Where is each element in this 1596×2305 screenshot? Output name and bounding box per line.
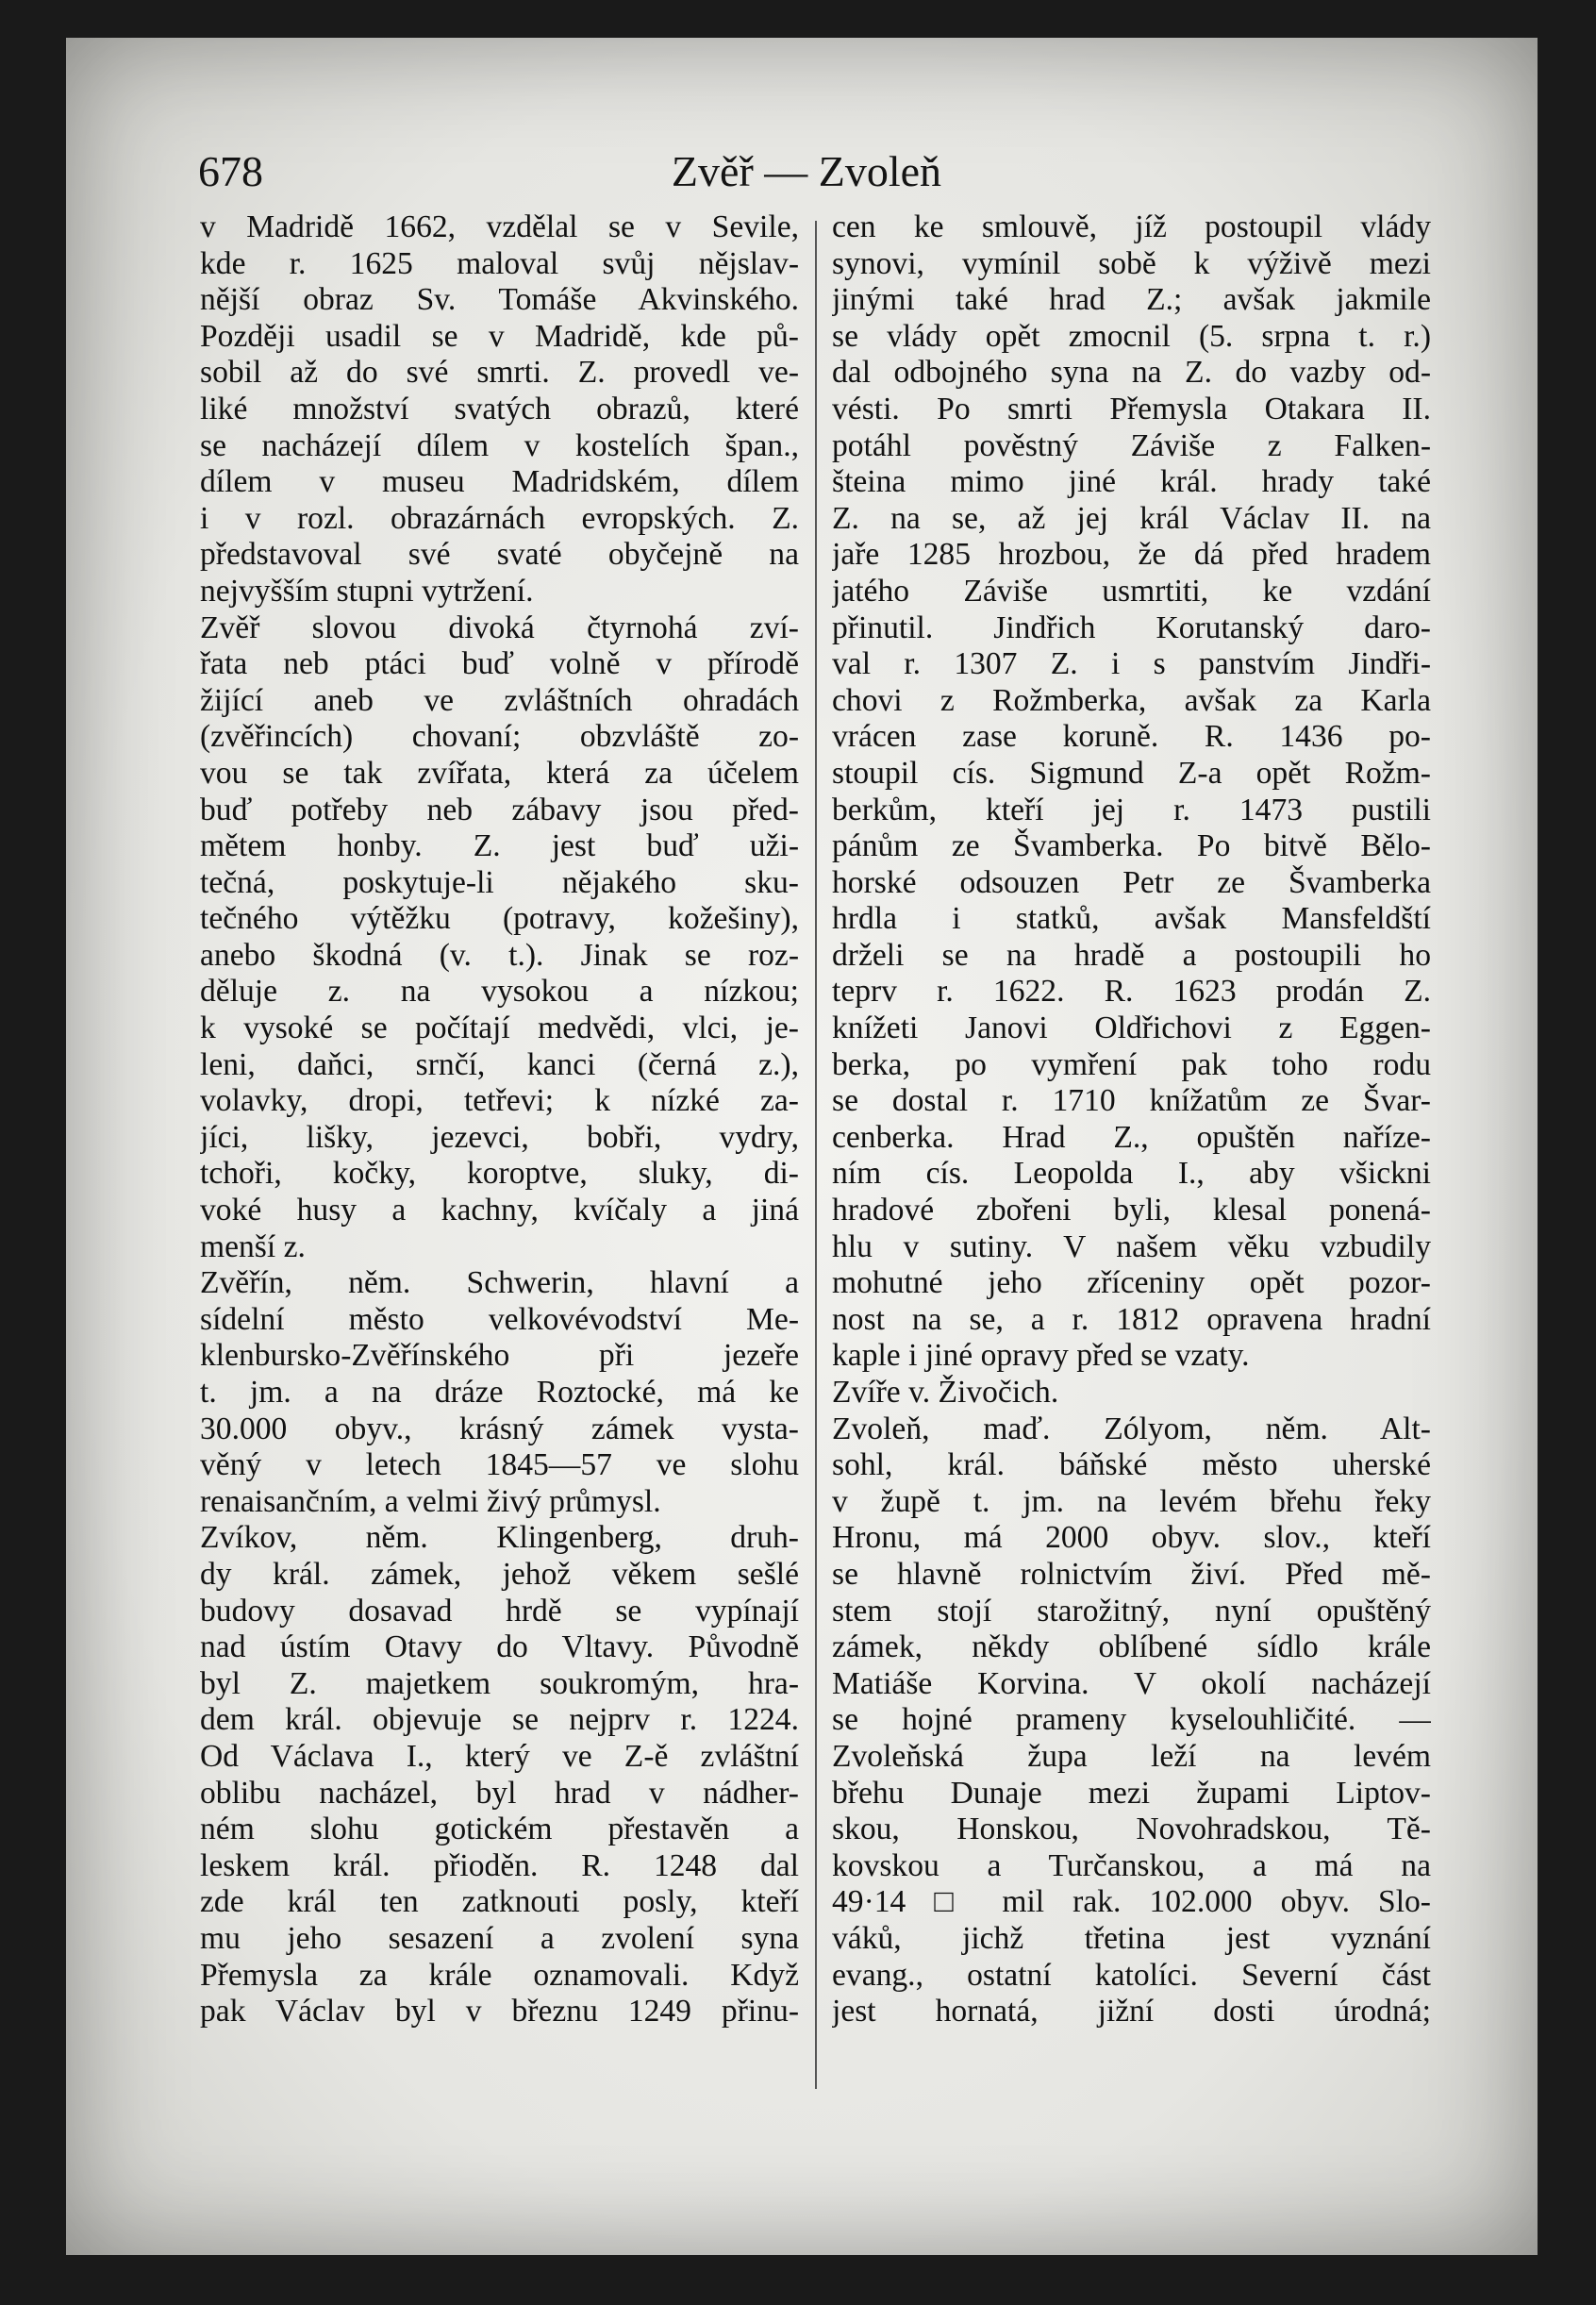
text-line: se hlavně rolnictvím živí. Před mě- xyxy=(832,1556,1431,1592)
text-line: renaisančním, a velmi živý průmysl. xyxy=(200,1483,661,1519)
text-line: drželi se na hradě a postoupili ho xyxy=(832,937,1431,973)
text-line: leskem král. přioděn. R. 1248 dal xyxy=(200,1847,799,1883)
text-line: tečná, poskytuje-li nějakého sku- xyxy=(200,864,799,900)
text-line: klenbursko-Zvěřínského při jezeře xyxy=(200,1338,799,1374)
text-line: kovskou a Turčanskou, a má na xyxy=(832,1847,1431,1883)
text-line: zámek, někdy oblíbené sídlo krále xyxy=(832,1629,1431,1665)
text-line: Od Václava I., který ve Z-ě zvláštní xyxy=(200,1738,799,1774)
text-line: dílem v museu Madridském, dílem xyxy=(200,464,799,500)
text-line: berkům, kteří jej r. 1473 pustili xyxy=(832,792,1431,827)
text-line: voké husy a kachny, kvíčaly a jiná xyxy=(200,1193,799,1228)
text-line: se vlády opět zmocnil (5. srpna t. r.) xyxy=(832,318,1431,354)
text-line: stem stojí starožitný, nyní opuštěný xyxy=(832,1593,1431,1629)
text-line: mohutné jeho zříceniny opět pozor- xyxy=(832,1265,1431,1301)
text-line: se nacházejí dílem v kostelích špan., xyxy=(200,427,799,463)
text-line: v župě t. jm. na levém břehu řeky xyxy=(832,1483,1431,1519)
text-line: vésti. Po smrti Přemysla Otakara II. xyxy=(832,391,1431,426)
text-line: i v rozl. obrazárnách evropských. Z. xyxy=(200,500,799,536)
text-line: nější obraz Sv. Tomáše Akvinského. xyxy=(200,282,799,318)
text-line: mětem honby. Z. jest buď uži- xyxy=(200,828,799,864)
text-line: jatého Záviše usmrtiti, ke vzdání xyxy=(832,573,1431,609)
text-line: ném slohu gotickém přestavěn a xyxy=(200,1812,799,1847)
text-line: sídelní město velkovévodství Me- xyxy=(200,1301,799,1337)
text-line: jest hornatá, jižní dosti úrodná; xyxy=(832,1994,1431,2029)
text-line: Zvěřín, něm. Schwerin, hlavní a xyxy=(200,1265,799,1301)
text-line: věný v letech 1845—57 ve slohu xyxy=(200,1447,799,1483)
text-line: Zvěř slovou divoká čtyrnohá zví- xyxy=(200,610,799,645)
text-line: vrácen zase koruně. R. 1436 po- xyxy=(832,719,1431,755)
text-line: Přemysla za krále oznamovali. Když xyxy=(200,1957,799,1993)
text-line: řata neb ptáci buď volně v přírodě xyxy=(200,646,799,682)
text-line: Z. na se, až jej král Václav II. na xyxy=(832,500,1431,536)
text-line: nad ústím Otavy do Vltavy. Původně xyxy=(200,1629,799,1665)
text-line: buď potřeby neb zábavy jsou před- xyxy=(200,792,799,827)
text-line: mu jeho sesazení a zvolení syna xyxy=(200,1920,799,1956)
text-line: Hronu, má 2000 obyv. slov., kteří xyxy=(832,1520,1431,1556)
text-line: evang., ostatní katolíci. Severní část xyxy=(832,1957,1431,1993)
text-line: břehu Dunaje mezi župami Liptov- xyxy=(832,1775,1431,1811)
text-line: Později usadil se v Madridě, kde pů- xyxy=(200,318,799,354)
text-line: zde král ten zatknouti posly, kteří xyxy=(200,1884,799,1920)
text-line: hrdla i statků, avšak Mansfeldští xyxy=(832,901,1431,937)
page-number: 678 xyxy=(198,147,263,195)
text-line: se dostal r. 1710 knížatům ze Švar- xyxy=(832,1083,1431,1119)
left-column xyxy=(200,209,799,2030)
text-line: cenberka. Hrad Z., opuštěn naříze- xyxy=(832,1119,1431,1155)
text-line: Zvíkov, něm. Klingenberg, druh- xyxy=(200,1520,799,1556)
text-line: (zvěřincích) chovaní; obzvláště zo- xyxy=(200,719,799,755)
text-line: cen ke smlouvě, jíž postoupil vlády xyxy=(832,209,1431,244)
text-line: nost na se, a r. 1812 opravena hradní xyxy=(832,1301,1431,1337)
text-line: kde r. 1625 maloval svůj nějslav- xyxy=(200,245,799,281)
text-line: dem král. objevuje se nejprv r. 1224. xyxy=(200,1702,799,1738)
text-line: Zvíře v. Živočich. xyxy=(832,1375,1059,1410)
text-line: teprv r. 1622. R. 1623 prodán Z. xyxy=(832,974,1431,1010)
text-line: tchoři, kočky, koroptve, sluky, di- xyxy=(200,1156,799,1192)
running-title: Zvěř — Zvoleň xyxy=(671,147,942,195)
text-line: 30.000 obyv., krásný zámek vysta- xyxy=(200,1411,799,1446)
text-line: Zvoleň, maď. Zólyom, něm. Alt- xyxy=(832,1411,1431,1446)
column-divider xyxy=(815,221,817,2089)
text-line: knížeti Janovi Oldřichovi z Eggen- xyxy=(832,1011,1431,1046)
text-line: hradové zbořeni byli, klesal ponená- xyxy=(832,1193,1431,1228)
text-line: šteina mimo jiné král. hrady také xyxy=(832,464,1431,500)
text-line: liké množství svatých obrazů, které xyxy=(200,391,799,426)
text-line: budovy dosavad hrdě se vypínají xyxy=(200,1593,799,1629)
text-line: jaře 1285 hrozbou, že dá před hradem xyxy=(832,537,1431,573)
text-line: horské odsouzen Petr ze Švamberka xyxy=(832,864,1431,900)
text-line: Zvoleňská župa leží na levém xyxy=(832,1738,1431,1774)
text-line: pánům ze Švamberka. Po bitvě Bělo- xyxy=(832,828,1431,864)
text-line: váků, jichž třetina jest vyznání xyxy=(832,1920,1431,1956)
text-line: sobil až do své smrti. Z. provedl ve- xyxy=(200,355,799,391)
text-line: sohl, král. báňské město uherské xyxy=(832,1447,1431,1483)
text-line: 49·14 □ mil rak. 102.000 obyv. Slo- xyxy=(832,1884,1431,1920)
text-line: hlu v sutiny. V našem věku vzbudily xyxy=(832,1228,1431,1264)
page-header xyxy=(198,146,1415,203)
text-columns xyxy=(200,209,1443,2115)
text-line: potáhl pověstný Záviše z Falken- xyxy=(832,427,1431,463)
text-line: nejvyšším stupni vytržení. xyxy=(200,573,534,609)
text-line: pak Václav byl v březnu 1249 přinu- xyxy=(200,1994,799,2029)
text-line: synovi, vymínil sobě k výživě mezi xyxy=(832,245,1431,281)
text-line: žijící aneb ve zvláštních ohradách xyxy=(200,682,799,718)
text-line: t. jm. a na dráze Roztocké, má ke xyxy=(200,1375,799,1410)
text-line: menší z. xyxy=(200,1228,306,1264)
text-line: v Madridě 1662, vzdělal se v Sevile, xyxy=(200,209,799,244)
text-line: tečného výtěžku (potravy, kožešiny), xyxy=(200,901,799,937)
text-line: jinými také hrad Z.; avšak jakmile xyxy=(832,282,1431,318)
right-column xyxy=(832,209,1431,2030)
text-line: byl Z. majetkem soukromým, hra- xyxy=(200,1665,799,1701)
text-line: dal odbojného syna na Z. do vazby od- xyxy=(832,355,1431,391)
text-line: volavky, dropi, tetřevi; k nízké za- xyxy=(200,1083,799,1119)
text-line: dy král. zámek, jehož věkem sešlé xyxy=(200,1556,799,1592)
text-line: oblibu nacházel, byl hrad v nádher- xyxy=(200,1775,799,1811)
text-line: vou se tak zvířata, která za účelem xyxy=(200,755,799,791)
text-line: chovi z Rožmberka, avšak za Karla xyxy=(832,682,1431,718)
text-line: představoval své svaté obyčejně na xyxy=(200,537,799,573)
text-line: děluje z. na vysokou a nízkou; xyxy=(200,974,799,1010)
text-line: leni, daňci, srnčí, kanci (černá z.), xyxy=(200,1046,799,1082)
text-line: k vysoké se počítají medvědi, vlci, je- xyxy=(200,1011,799,1046)
text-line: ním cís. Leopolda I., aby všickni xyxy=(832,1156,1431,1192)
text-line: skou, Honskou, Novohradskou, Tě- xyxy=(832,1812,1431,1847)
text-line: jíci, lišky, jezevci, bobři, vydry, xyxy=(200,1119,799,1155)
text-line: se hojné prameny kyselouhličité. — xyxy=(832,1702,1431,1738)
text-line: přinutil. Jindřich Korutanský daro- xyxy=(832,610,1431,645)
text-line: anebo škodná (v. t.). Jinak se roz- xyxy=(200,937,799,973)
text-line: val r. 1307 Z. i s panstvím Jindři- xyxy=(832,646,1431,682)
text-line: stoupil cís. Sigmund Z-a opět Rožm- xyxy=(832,755,1431,791)
text-line: berka, po vymření pak toho rodu xyxy=(832,1046,1431,1082)
text-line: kaple i jiné opravy před se vzaty. xyxy=(832,1338,1250,1374)
text-line: Matiáše Korvina. V okolí nacházejí xyxy=(832,1665,1431,1701)
